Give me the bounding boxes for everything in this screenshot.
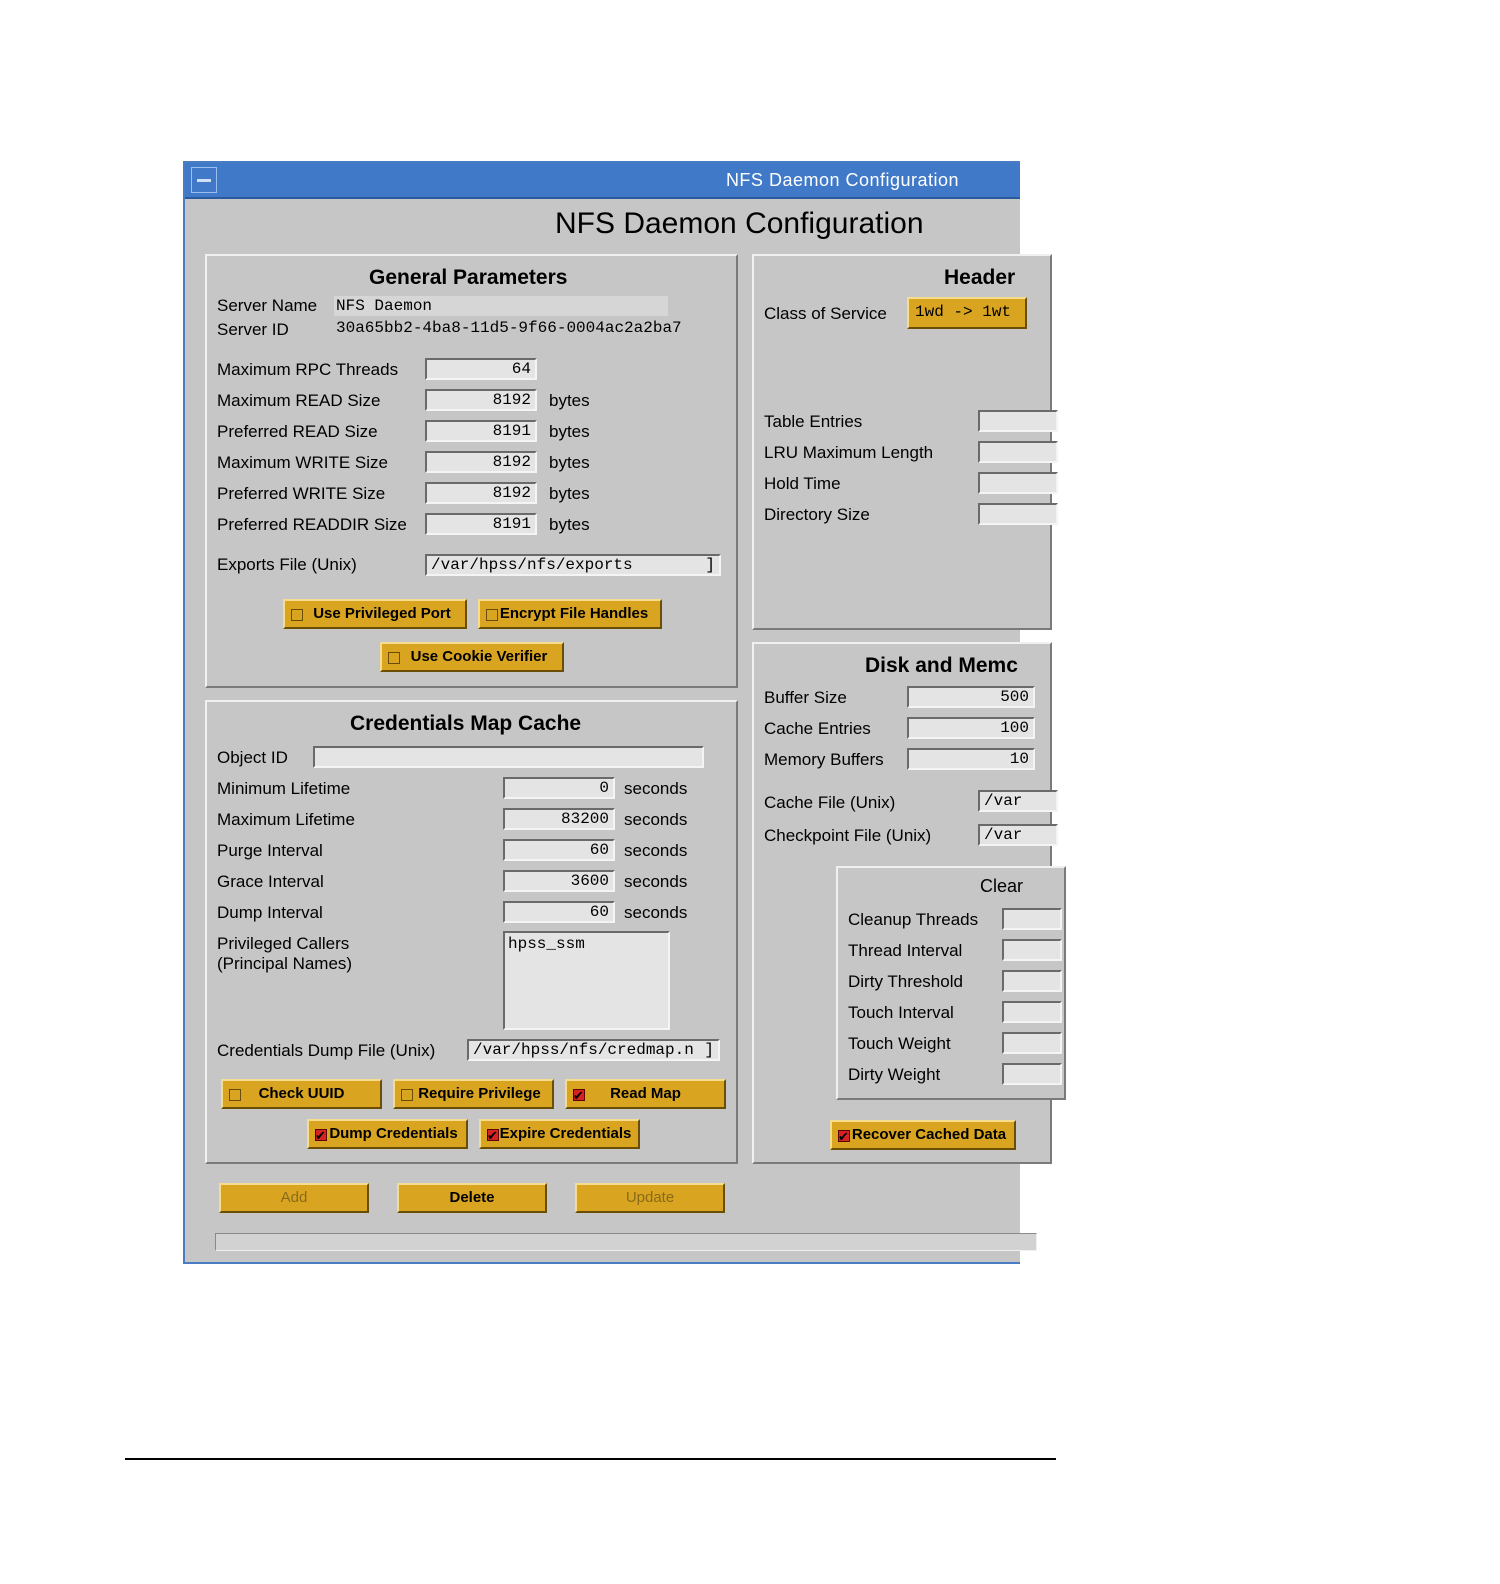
pref-readdir-size-unit: bytes — [549, 515, 590, 534]
grace-interval-unit: seconds — [624, 872, 688, 891]
hold-time-label: Hold Time — [764, 474, 841, 493]
general-parameters-panel — [205, 254, 738, 688]
server-id-value: 30a65bb2-4ba8-11d5-9f66-0004ac2a2ba7 — [336, 319, 682, 337]
dirty-weight-label: Dirty Weight — [848, 1065, 941, 1084]
dirty-weight-input[interactable] — [1002, 1063, 1062, 1085]
memory-buffers-label: Memory Buffers — [764, 750, 884, 769]
cache-file-input[interactable]: /var — [978, 790, 1058, 812]
maximum-lifetime-unit: seconds — [624, 810, 688, 829]
require-privilege-toggle[interactable]: Require Privilege — [393, 1079, 554, 1109]
dump-credentials-toggle[interactable]: ✔ Dump Credentials — [307, 1119, 468, 1149]
purge-interval-input[interactable]: 60 — [503, 839, 615, 861]
grace-interval-label: Grace Interval — [217, 872, 324, 891]
directory-size-input[interactable] — [978, 503, 1058, 525]
expire-credentials-checkbox-checked — [487, 1129, 499, 1141]
page-title: NFS Daemon Configuration — [555, 207, 924, 240]
buffer-size-value: 500 — [1000, 688, 1029, 706]
credentials-dump-file-value: /var/hpss/nfs/credmap.n — [473, 1041, 694, 1059]
checkpoint-file-input[interactable]: /var — [978, 824, 1058, 846]
cookie-verifier-checkbox — [388, 652, 400, 664]
grace-interval-input[interactable]: 3600 — [503, 870, 615, 892]
max-read-size-unit: bytes — [549, 391, 590, 410]
max-write-size-input[interactable]: 8192 — [425, 451, 537, 473]
minimum-lifetime-label: Minimum Lifetime — [217, 779, 351, 798]
recover-cached-data-checkbox-checked — [838, 1130, 850, 1142]
object-id-label: Object ID — [217, 748, 288, 767]
pref-write-size-input[interactable]: 8192 — [425, 482, 537, 504]
exports-file-input[interactable] — [425, 554, 721, 576]
memory-buffers-input[interactable] — [907, 748, 1035, 770]
pref-readdir-size-input[interactable]: 8191 — [425, 513, 537, 535]
max-read-size-label: Maximum READ Size — [217, 391, 381, 410]
dirty-threshold-label: Dirty Threshold — [848, 972, 963, 991]
max-read-size-input[interactable]: 8192 — [425, 389, 537, 411]
pref-read-size-input[interactable]: 8191 — [425, 420, 537, 442]
lru-max-length-input[interactable] — [978, 441, 1058, 463]
pref-read-size-label: Preferred READ Size — [217, 422, 378, 441]
max-rpc-threads-input[interactable]: 64 — [425, 358, 537, 380]
minimum-lifetime-input[interactable]: 0 — [503, 777, 615, 799]
encrypt-handles-checkbox — [486, 609, 498, 621]
class-of-service-label: Class of Service — [764, 304, 887, 323]
status-bar — [215, 1233, 1037, 1251]
cache-entries-label: Cache Entries — [764, 719, 871, 738]
pref-write-size-unit: bytes — [549, 484, 590, 503]
touch-weight-input[interactable] — [1002, 1032, 1062, 1054]
credentials-map-cache-panel — [205, 700, 738, 1164]
header-panel-title: Header — [944, 266, 1016, 289]
page-divider-line — [125, 1458, 1056, 1460]
directory-size-label: Directory Size — [764, 505, 870, 524]
cache-entries-input[interactable] — [907, 717, 1035, 739]
dirty-threshold-input[interactable] — [1002, 970, 1062, 992]
exports-file-value: /var/hpss/nfs/exports — [431, 556, 633, 574]
maximum-lifetime-label: Maximum Lifetime — [217, 810, 355, 829]
purge-interval-unit: seconds — [624, 841, 688, 860]
encrypt-file-handles-toggle[interactable]: Encrypt File Handles — [478, 599, 662, 629]
thread-interval-input[interactable] — [1002, 939, 1062, 961]
credentials-dump-file-bracket: ] — [704, 1041, 714, 1059]
disk-and-memory-panel — [752, 642, 1052, 1164]
server-id-label: Server ID — [217, 320, 289, 339]
read-map-checkbox-checked — [573, 1089, 585, 1101]
class-of-service-menu[interactable]: 1wd -> 1wt — [907, 297, 1027, 329]
nfs-config-window — [183, 161, 1029, 1264]
table-entries-input[interactable] — [978, 410, 1058, 432]
touch-weight-label: Touch Weight — [848, 1034, 951, 1053]
table-entries-label: Table Entries — [764, 412, 863, 431]
cleanup-threads-label: Cleanup Threads — [848, 910, 979, 929]
touch-interval-input[interactable] — [1002, 1001, 1062, 1023]
check-uuid-toggle[interactable]: Check UUID — [221, 1079, 382, 1109]
server-name-value: NFS Daemon — [334, 296, 668, 316]
dump-interval-label: Dump Interval — [217, 903, 323, 922]
disk-and-memory-title: Disk and Memc — [865, 654, 1018, 677]
buffer-size-input[interactable] — [907, 686, 1035, 708]
dump-credentials-checkbox-checked — [315, 1129, 327, 1141]
dump-interval-input[interactable]: 60 — [503, 901, 615, 923]
cleanup-subpanel — [836, 866, 1066, 1100]
touch-interval-label: Touch Interval — [848, 1003, 954, 1022]
privileged-callers-textarea[interactable]: hpss_ssm — [503, 931, 670, 1030]
credentials-dump-file-label: Credentials Dump File (Unix) — [217, 1041, 436, 1060]
principal-names-label: (Principal Names) — [217, 954, 353, 973]
pref-readdir-size-label: Preferred READDIR Size — [217, 515, 407, 534]
read-map-toggle[interactable]: ✔ Read Map — [565, 1079, 726, 1109]
dump-interval-unit: seconds — [624, 903, 688, 922]
thread-interval-label: Thread Interval — [848, 941, 963, 960]
use-privileged-port-toggle[interactable]: Use Privileged Port — [283, 599, 467, 629]
privileged-port-checkbox — [291, 609, 303, 621]
expire-credentials-toggle[interactable]: ✔ Expire Credentials — [479, 1119, 640, 1149]
delete-button[interactable]: Delete — [397, 1183, 547, 1213]
exports-file-label: Exports File (Unix) — [217, 555, 357, 574]
cache-file-label: Cache File (Unix) — [764, 793, 896, 812]
purge-interval-label: Purge Interval — [217, 841, 323, 860]
minimum-lifetime-unit: seconds — [624, 779, 688, 798]
credentials-dump-file-input[interactable] — [467, 1039, 720, 1061]
general-parameters-title: General Parameters — [369, 266, 568, 289]
recover-cached-data-toggle[interactable]: ✔ Recover Cached Data — [830, 1120, 1016, 1150]
max-rpc-threads-label: Maximum RPC Threads — [217, 360, 399, 379]
add-button[interactable]: Add — [219, 1183, 369, 1213]
max-write-size-label: Maximum WRITE Size — [217, 453, 388, 472]
hold-time-input[interactable] — [978, 472, 1058, 494]
cleanup-threads-input[interactable] — [1002, 908, 1062, 930]
pref-read-size-unit: bytes — [549, 422, 590, 441]
buffer-size-label: Buffer Size — [764, 688, 847, 707]
privileged-callers-label: Privileged Callers — [217, 934, 350, 953]
update-button[interactable]: Update — [575, 1183, 725, 1213]
memory-buffers-value: 10 — [1009, 750, 1029, 768]
lru-max-length-label: LRU Maximum Length — [764, 443, 934, 462]
window-title: NFS Daemon Configuration — [725, 170, 960, 190]
pref-write-size-label: Preferred WRITE Size — [217, 484, 386, 503]
maximum-lifetime-input[interactable]: 83200 — [503, 808, 615, 830]
title-bar[interactable] — [185, 163, 1020, 199]
exports-file-bracket: ] — [705, 556, 715, 574]
require-privilege-checkbox — [401, 1089, 413, 1101]
check-uuid-checkbox — [229, 1089, 241, 1101]
max-write-size-unit: bytes — [549, 453, 590, 472]
checkpoint-file-label: Checkpoint File (Unix) — [764, 826, 932, 845]
server-name-label: Server Name — [217, 296, 318, 315]
cleanup-title: Clear — [980, 876, 1024, 896]
use-cookie-verifier-toggle[interactable]: Use Cookie Verifier — [380, 642, 564, 672]
object-id-input[interactable] — [313, 746, 704, 768]
cache-entries-value: 100 — [1000, 719, 1029, 737]
credentials-map-cache-title: Credentials Map Cache — [350, 712, 582, 735]
